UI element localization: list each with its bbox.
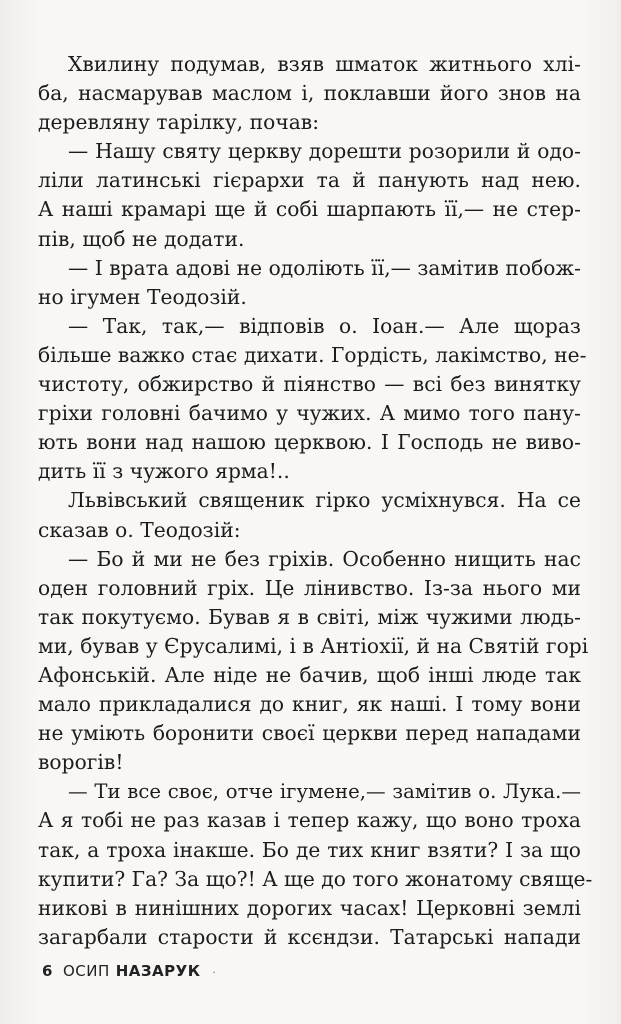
text-line: — Бо й ми не без гріхів. Особенно нищить нас (68, 546, 581, 571)
text-line: купити? Га? За що?! А ще до того жонатому свяще- (38, 866, 593, 891)
text-line: деревляну тарілку, почав: (38, 110, 320, 135)
text-line: Хвилину подумав, взяв шматок житнього хлі- (68, 52, 581, 76)
text-line: ють вони над нашою церквою. І Господь не виво- (38, 430, 581, 455)
text-line: никові в нинішних дорогих часах! Церковні землі (38, 895, 581, 920)
author-first-name: ОСИП (62, 962, 110, 980)
page-number: 6 (42, 962, 53, 980)
text-line: так покутуємо. Бував я в світі, між чужими людь- (38, 604, 581, 629)
text-line: пів, щоб не додати. (38, 226, 245, 251)
text-line: оден головний гріх. Це лінивство. Із-за нього ми (38, 575, 581, 600)
text-line: так, а троха інакше. Бо де тих книг взяти? І за що (38, 837, 581, 862)
text-line: — Ти все своє, отче ігумене,— замітив о. Лука.— (68, 780, 581, 804)
running-footer (42, 962, 216, 980)
text-line: ба, насмарував маслом і, поклавши його знов на (38, 81, 581, 106)
text-line: ми, бував у Єрусалимі, і в Антіохії, й на Святій горі (38, 633, 589, 658)
body-text (38, 50, 593, 952)
text-line: не уміють боронити своєї церкви перед нападами (38, 721, 581, 746)
text-line: гріхи головні бачимо у чужих. А мимо того пану- (38, 401, 581, 426)
text-line: дить її з чужого ярма!.. (38, 459, 290, 484)
text-line: — Нашу святу церкву дорешти розорили й одо- (68, 139, 581, 164)
text-line: — І врата адові не одоліють її,— замітив побож- (68, 255, 581, 280)
text-line: но ігумен Теодозій. (38, 284, 247, 309)
text-line: Львівський священик гірко усміхнувся. На се (68, 488, 581, 513)
text-line: ворогів! (38, 750, 124, 775)
footer-separator: · (212, 968, 217, 979)
author-last-name: НАЗАРУК (115, 962, 201, 980)
text-line: мало прикладалися до книг, як наші. І тому вони (38, 692, 581, 717)
text-line: ліли латинські гієрархи та й панують над нею. (38, 168, 581, 193)
text-line: Афонській. Але ніде не бачив, щоб інші люде так (38, 662, 581, 687)
text-line: сказав о. Теодозій: (38, 517, 241, 542)
text-line: — Так, так,— відповів о. Іоан.— Але щораз (68, 313, 581, 338)
text-line: більше важко стає дихати. Гордість, лакімство, не- (38, 342, 587, 367)
text-line: загарбали старости й ксєндзи. Татарські напади (38, 924, 581, 949)
text-line: А наші крамарі ще й собі шарпають її,— не стер- (38, 197, 581, 222)
text-line: А я тобі не раз казав і тепер кажу, що воно троха (38, 808, 581, 833)
text-line: чистоту, обжирство й піянство — всі без винятку (38, 372, 581, 397)
